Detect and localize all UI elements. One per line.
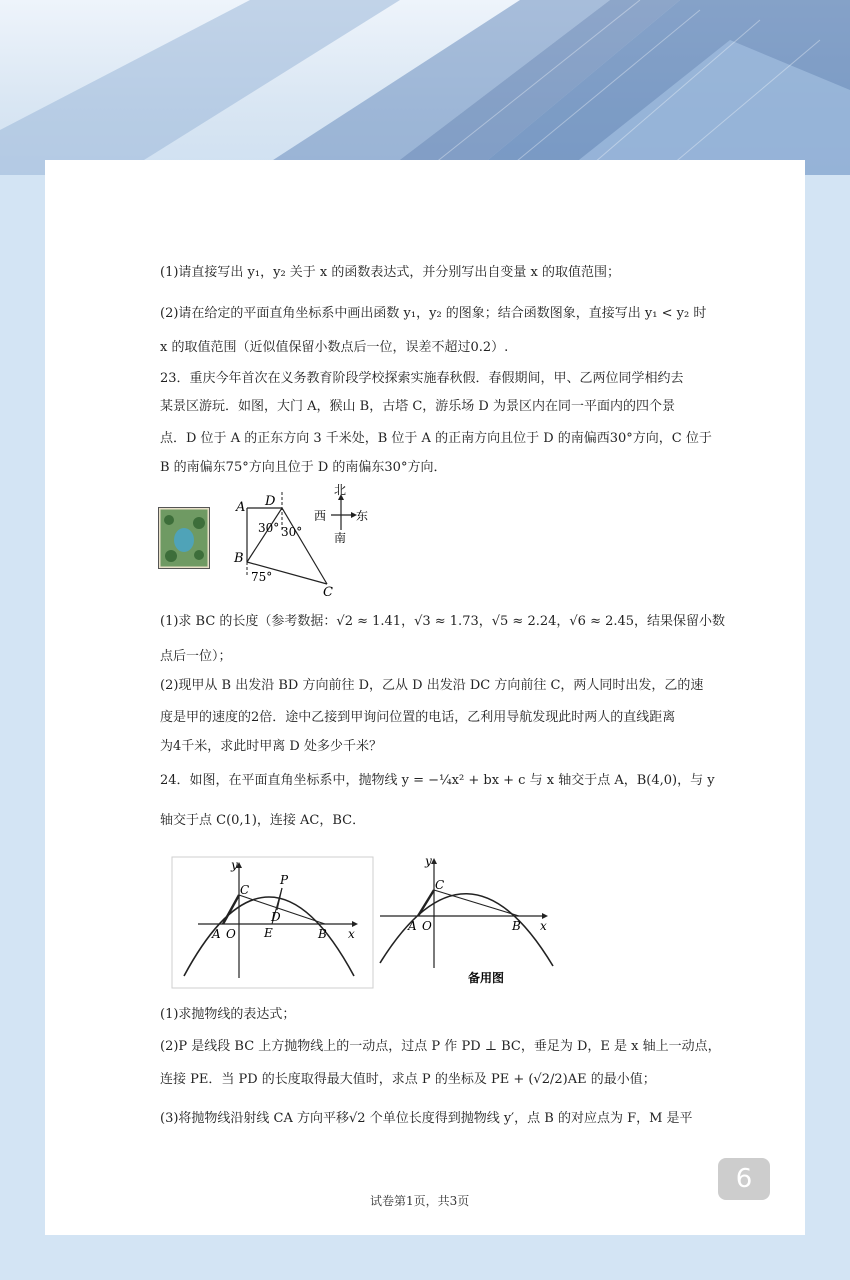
point-A-right: A bbox=[408, 919, 417, 933]
text-line: (3)将抛物线沿射线 CA 方向平移√2 个单位长度得到抛物线 y′，点 B 的对应点为 F，M 是平 bbox=[160, 1111, 693, 1126]
text-line: 为4千米，求此时甲离 D 处多少千米？ bbox=[160, 739, 382, 754]
q24-figure bbox=[168, 848, 583, 993]
angle-label-30-left: 30° bbox=[258, 521, 280, 535]
point-P-left: P bbox=[280, 873, 289, 887]
point-A: A bbox=[236, 500, 246, 515]
compass-north: 北 bbox=[334, 483, 347, 497]
angle-label-75: 75° bbox=[251, 570, 273, 584]
point-D-left: D bbox=[271, 910, 281, 924]
text-line: 23．重庆今年首次在义务教育阶段学校探索实施春秋假．春假期间，甲、乙两位同学相约去 bbox=[160, 371, 684, 386]
point-B: B bbox=[234, 551, 244, 566]
text-line: 点后一位）； bbox=[160, 649, 232, 664]
text-line: 连接 PE．当 PD 的长度取得最大值时，求点 P 的坐标及 PE + (√2/2)AE 的最小值； bbox=[160, 1072, 656, 1087]
text-line: 某景区游玩．如图，大门 A，猴山 B，古塔 C，游乐场 D 为景区内在同一平面内的四个景 bbox=[160, 399, 675, 414]
page-number-badge[interactable]: 6 bbox=[718, 1158, 770, 1200]
text-line: (1)求抛物线的表达式； bbox=[160, 1007, 296, 1022]
point-D: D bbox=[265, 494, 276, 509]
compass-east: 东 bbox=[356, 509, 369, 523]
building-decoration bbox=[0, 0, 850, 175]
text-line: 24．如图，在平面直角坐标系中，抛物线 y = −¼x² + bx + c 与 x 轴交于点 A，B(4,0)，与 y bbox=[160, 773, 715, 788]
q23-figure bbox=[225, 480, 385, 600]
text-line: (1)求 BC 的长度（参考数据：√2 ≈ 1.41，√3 ≈ 1.73，√5 ≈ 2.24，√6 ≈ 2.45，结果保留小数 bbox=[160, 614, 726, 629]
point-E-left: E bbox=[264, 926, 273, 940]
axis-y-left: y bbox=[231, 858, 238, 872]
text-line: (1)请直接写出 y₁，y₂ 关于 x 的函数表达式，并分别写出自变量 x 的取值范围； bbox=[160, 265, 620, 280]
text-line: (2)现甲从 B 出发沿 BD 方向前往 D，乙从 D 出发沿 DC 方向前往 C，两人同时出发，乙的速 bbox=[160, 678, 704, 693]
text-line: (2)P 是线段 BC 上方抛物线上的一动点，过点 P 作 PD ⊥ BC，垂足为 D，E 是 x 轴上一动点， bbox=[160, 1039, 721, 1054]
text-line: 轴交于点 C(0,1)，连接 AC，BC． bbox=[160, 813, 366, 828]
axis-x-right: x bbox=[540, 919, 547, 933]
text-line: 度是甲的速度的2倍．途中乙接到甲询问位置的电话，乙利用导航发现此时两人的直线距离 bbox=[160, 710, 676, 725]
point-A-left: A bbox=[212, 927, 221, 941]
text-line: 点．D 位于 A 的正东方向 3 千米处，B 位于 A 的正南方向且位于 D 的南偏西30°方向，C 位于 bbox=[160, 431, 712, 446]
point-B-right: B bbox=[512, 919, 521, 933]
point-C-right: C bbox=[435, 878, 445, 892]
header-banner bbox=[0, 0, 850, 175]
figure-caption: 备用图 bbox=[468, 971, 505, 985]
origin-right: O bbox=[422, 919, 432, 933]
compass-south: 南 bbox=[334, 531, 347, 545]
text-line: (2)请在给定的平面直角坐标系中画出函数 y₁，y₂ 的图象；结合函数图象，直接写出 y₁ < y₂ 时 bbox=[160, 306, 707, 321]
angle-label-30-right: 30° bbox=[281, 525, 303, 539]
text-line: x 的取值范围（近似值保留小数点后一位，误差不超过0.2）. bbox=[160, 340, 509, 355]
axis-x-left: x bbox=[348, 927, 355, 941]
point-C-left: C bbox=[240, 883, 250, 897]
compass-west: 西 bbox=[314, 509, 327, 523]
origin-left: O bbox=[226, 927, 236, 941]
point-C: C bbox=[323, 585, 333, 600]
point-B-left: B bbox=[318, 927, 327, 941]
scenic-map-thumbnail bbox=[158, 507, 210, 569]
axis-y-right: y bbox=[425, 854, 432, 868]
page-footer: 试卷第1页，共3页 bbox=[370, 1194, 470, 1208]
text-line: B 的南偏东75°方向且位于 D 的南偏东30°方向． bbox=[160, 460, 447, 475]
